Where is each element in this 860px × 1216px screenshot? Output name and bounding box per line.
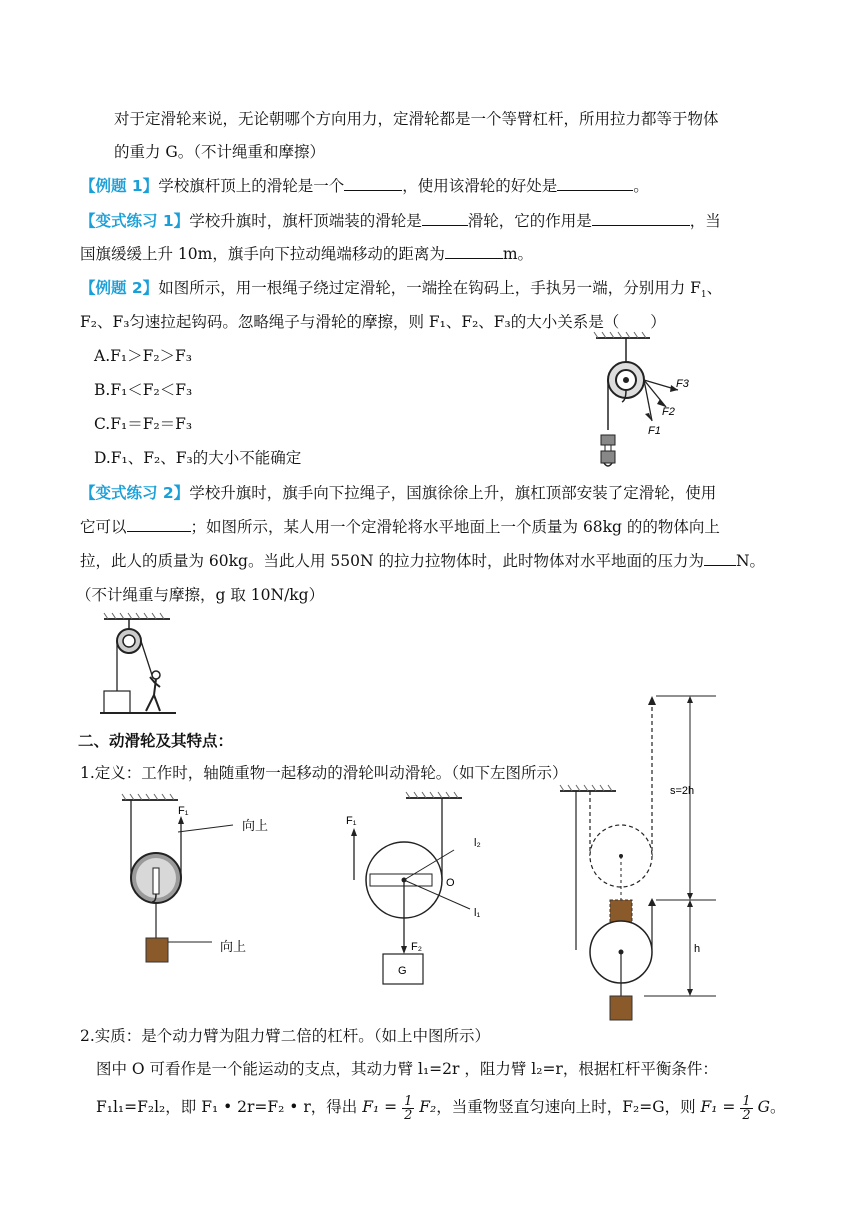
- answer-blank[interactable]: [445, 244, 503, 259]
- paragraph-line: 的重力 G。（不计绳重和摩擦）: [114, 143, 326, 161]
- arm-label-l1: l₁: [474, 907, 481, 919]
- variant-2-line-3: [80, 550, 765, 572]
- equation-lhs: F₁ =: [700, 1098, 736, 1116]
- example-text: 如图所示，用一根绳子绕过定滑轮，一端拴在钩码上，手执另一端，分别用力 F: [158, 279, 701, 297]
- displacement-figure: [556, 690, 726, 1025]
- fixed-pulley-figure: [590, 335, 700, 475]
- variant-text: N。: [735, 552, 766, 570]
- variant-text: 滑轮，它的作用是: [467, 212, 592, 230]
- variant-text: 学校升旗时，旗杆顶端装的滑轮是: [189, 212, 422, 230]
- explanation-formula-line: [96, 1092, 785, 1122]
- variant-text: 它可以: [80, 518, 127, 536]
- force-label-f1: F₁: [178, 805, 189, 817]
- answer-blank[interactable]: [344, 176, 402, 191]
- variant-tag: 【变式练习 2】: [80, 484, 190, 502]
- equation-rhs: G: [757, 1098, 770, 1116]
- answer-blank[interactable]: [422, 211, 468, 226]
- variant-1-line-1: [80, 210, 721, 232]
- fraction-half: $\frac{1}{2}$: [742, 1093, 751, 1123]
- example-text: 学校旗杆顶上的滑轮是一个: [158, 177, 345, 195]
- example-2-line-1: [80, 277, 722, 306]
- answer-blank[interactable]: [127, 517, 191, 532]
- person-pulling-figure: [100, 615, 190, 715]
- variant-1-line-2: [80, 243, 533, 265]
- lever-model-figure: [340, 794, 510, 989]
- example-text: 。: [633, 177, 649, 195]
- explanation-line: 图中 O 可看作是一个能运动的支点，其动力臂 l₁=2r ，阻力臂 l₂=r，根据杠杆平衡条件：: [96, 1060, 718, 1078]
- variant-text: ；如图所示，某人用一个定滑轮将水平地面上一个质量为 68kg 的的物体向上: [190, 518, 720, 536]
- subscript: 1: [700, 290, 707, 301]
- explanation-text: ，当重物竖直匀速向上时，F₂=G，则: [436, 1098, 696, 1116]
- explanation-text: 。: [769, 1098, 786, 1116]
- force-label-f2: F₂: [411, 941, 422, 953]
- variant-text: m。: [502, 245, 534, 263]
- option-d[interactable]: D.F₁、F₂、F₃的大小不能确定: [94, 449, 302, 467]
- force-label-f2: F2: [662, 406, 675, 418]
- variant-text: ，当: [689, 212, 721, 230]
- variant-tag: 【变式练习 1】: [80, 212, 190, 230]
- up-label-top: 向上: [242, 819, 269, 834]
- variant-text: 国旗缓缓上升 10m，旗手向下拉动绳端移动的距离为: [80, 245, 445, 263]
- distance-label-s: s=2h: [670, 785, 695, 797]
- arm-label-l2: l₂: [474, 837, 481, 849]
- example-1: [80, 175, 649, 197]
- answer-blank[interactable]: [592, 211, 690, 226]
- example-text: 、: [706, 279, 723, 297]
- force-label-f3: F3: [676, 378, 689, 390]
- option-c[interactable]: C.F₁＝F₂＝F₃: [94, 415, 193, 433]
- weight-label: G: [398, 965, 407, 977]
- example-tag: 【例题 1】: [80, 177, 159, 195]
- variant-2-line-2: [80, 516, 720, 538]
- fraction-half: $\frac{1}{2}$: [404, 1093, 413, 1123]
- fulcrum-label: O: [446, 877, 455, 889]
- section-heading: 二、动滑轮及其特点：: [78, 732, 234, 750]
- example-text: ，使用该滑轮的好处是: [402, 177, 558, 195]
- definition-line: 1.定义：工作时，轴随重物一起移动的滑轮叫动滑轮。（如下左图所示）: [80, 764, 568, 782]
- example-tag: 【例题 2】: [80, 279, 159, 297]
- answer-blank[interactable]: [704, 551, 736, 566]
- answer-blank[interactable]: [557, 176, 633, 191]
- option-a[interactable]: A.F₁＞F₂＞F₃: [94, 347, 193, 365]
- variant-text: 拉，此人的质量为 60kg。当此人用 550N 的拉力拉物体时，此时物体对水平地面的压力为: [80, 552, 704, 570]
- paragraph-line: 对于定滑轮来说，无论朝哪个方向用力，定滑轮都是一个等臂杠杆，所用拉力都等于物体: [114, 110, 719, 128]
- essence-line: 2.实质：是个动力臂为阻力臂二倍的杠杆。（如上中图所示）: [80, 1027, 491, 1045]
- explanation-text: F₁l₁=F₂l₂，即 F₁ • 2r=F₂ • r，得出: [96, 1098, 358, 1116]
- movable-pulley-figure: [118, 796, 288, 971]
- distance-label-h: h: [694, 943, 701, 955]
- up-label-bottom: 向上: [220, 940, 247, 955]
- variant-text: 学校升旗时，旗手向下拉绳子，国旗徐徐上升，旗杠顶部安装了定滑轮，使用: [189, 484, 717, 502]
- force-label-f1: F1: [648, 425, 661, 437]
- option-b[interactable]: B.F₁＜F₂＜F₃: [94, 381, 193, 399]
- equation-lhs: F₁ =: [362, 1098, 398, 1116]
- variant-2-line-4: （不计绳重与摩擦，g 取 10N/kg）: [76, 586, 325, 604]
- variant-2-line-1: [80, 482, 716, 504]
- equation-rhs: F₂: [419, 1098, 437, 1116]
- force-label-f1: F₁: [346, 815, 357, 827]
- example-2-line-2: F₂、F₃匀速拉起钩码。忽略绳子与滑轮的摩擦，则 F₁、F₂、F₃的大小关系是（ ）: [80, 313, 666, 331]
